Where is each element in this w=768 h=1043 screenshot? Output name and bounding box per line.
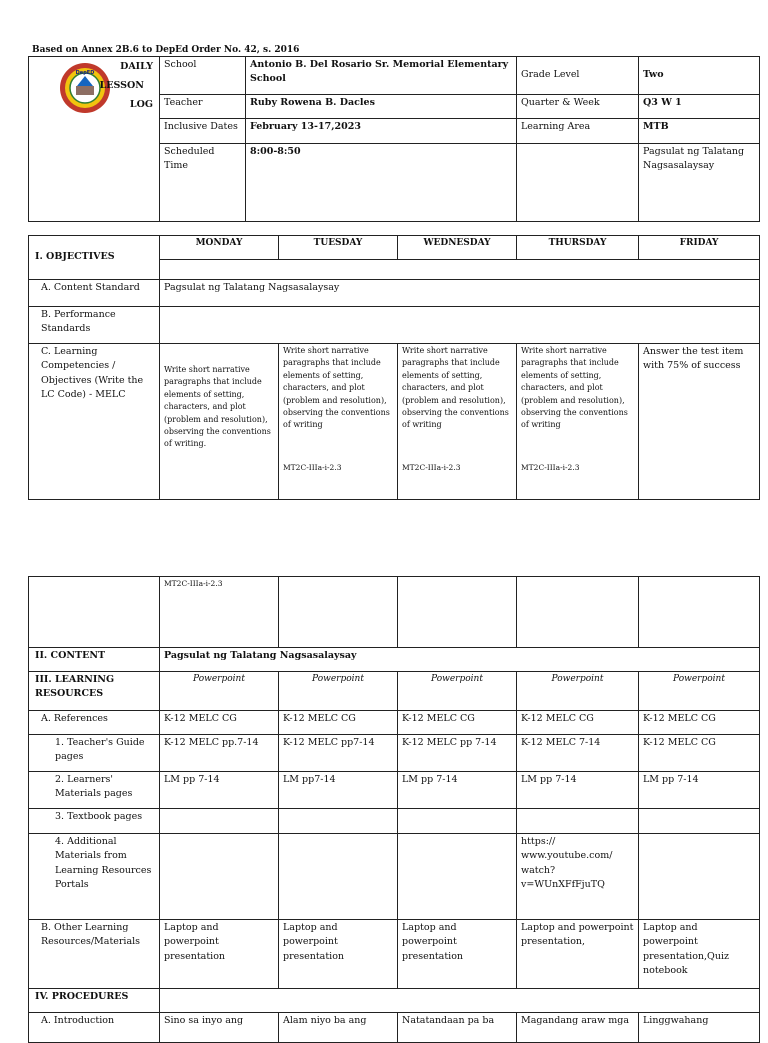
daily-lesson-log-title: DAILY LESSON LOG — [99, 61, 153, 110]
powerpoint-tuesday: Powerpoint — [279, 672, 398, 711]
day-header-monday: MONDAY — [160, 236, 279, 260]
day-header-tuesday: TUESDAY — [279, 236, 398, 260]
intro-monday: Sino sa inyo ang — [160, 1013, 279, 1043]
references-monday: K-12 MELC CG — [160, 711, 279, 735]
empty-cell — [398, 577, 517, 648]
topic-value: Pagsulat ng Talatang Nagsasalaysay — [639, 143, 760, 222]
teacher-value: Ruby Rowena B. Dacles — [246, 95, 517, 119]
competency-thursday: Write short narrative paragraphs that include elements of setting, characters, and plot (problem and resolution), observing the conventions of writing MT2C-IIIa-i-2.3 — [517, 344, 639, 500]
quarter-week-label: Quarter & Week — [517, 95, 639, 119]
empty-cell — [160, 809, 279, 834]
powerpoint-monday: Powerpoint — [160, 672, 279, 711]
teachers-guide-label: 1. Teacher's Guide pages — [29, 735, 160, 772]
lm-wednesday: LM pp 7-14 — [398, 772, 517, 809]
lc-code: MT2C-IIIa-i-2.3 — [160, 577, 279, 648]
lc-code: MT2C-IIIa-i-2.3 — [402, 462, 461, 472]
objectives-table — [28, 235, 760, 500]
objectives-section-title: I. OBJECTIVES — [29, 236, 160, 280]
svg-text:DepED: DepED — [75, 70, 95, 76]
empty-cell — [160, 834, 279, 920]
day-header-wednesday: WEDNESDAY — [398, 236, 517, 260]
procedures-section-title: IV. PROCEDURES — [29, 989, 160, 1013]
empty-cell — [160, 260, 760, 280]
other-wednesday: Laptop and powerpoint presentation — [398, 920, 517, 989]
references-wednesday: K-12 MELC CG — [398, 711, 517, 735]
lm-tuesday: LM pp7-14 — [279, 772, 398, 809]
day-header-thursday: THURSDAY — [517, 236, 639, 260]
empty-cell — [279, 577, 398, 648]
textbook-pages-label: 3. Textbook pages — [29, 809, 160, 834]
competency-monday: Write short narrative paragraphs that include elements of setting, characters, and plot (problem and resolution), observing the conventions of writing. — [160, 344, 279, 500]
content-value: Pagsulat ng Talatang Nagsasalaysay — [160, 648, 760, 672]
lm-friday: LM pp 7-14 — [639, 772, 760, 809]
empty-cell — [517, 143, 639, 222]
document-caption: Based on Annex 2B.6 to DepEd Order No. 42, s. 2016 — [32, 45, 300, 55]
empty-cell — [279, 809, 398, 834]
content-standard-value: Pagsulat ng Talatang Nagsasalaysay — [160, 280, 760, 307]
learning-resources-section-title: III. LEARNING RESOURCES — [29, 672, 160, 711]
day-header-friday: FRIDAY — [639, 236, 760, 260]
lm-thursday: LM pp 7-14 — [517, 772, 639, 809]
tg-friday: K-12 MELC CG — [639, 735, 760, 772]
references-thursday: K-12 MELC CG — [517, 711, 639, 735]
empty-cell — [639, 834, 760, 920]
logo-cell — [29, 57, 160, 222]
tg-wednesday: K-12 MELC pp 7-14 — [398, 735, 517, 772]
intro-tuesday: Alam niyo ba ang — [279, 1013, 398, 1043]
empty-cell — [639, 809, 760, 834]
references-tuesday: K-12 MELC CG — [279, 711, 398, 735]
resources-table — [28, 576, 760, 1043]
empty-cell — [639, 577, 760, 648]
powerpoint-thursday: Powerpoint — [517, 672, 639, 711]
header-table — [28, 56, 760, 222]
additional-materials-label: 4. Additional Materials from Learning Resources Portals — [29, 834, 160, 920]
lc-code: MT2C-IIIa-i-2.3 — [283, 462, 342, 472]
empty-cell — [29, 577, 160, 648]
empty-cell — [517, 809, 639, 834]
competencies-label: C. Learning Competencies / Objectives (Write the LC Code) - MELC — [29, 344, 160, 500]
empty-cell — [517, 577, 639, 648]
other-tuesday: Laptop and powerpoint presentation — [279, 920, 398, 989]
additional-materials-link[interactable]: https:// www.youtube.com/ watch? v=WUnXFfFjuTQ — [517, 834, 639, 920]
lc-code: MT2C-IIIa-i-2.3 — [521, 462, 580, 472]
empty-cell — [279, 834, 398, 920]
references-label: A. References — [29, 711, 160, 735]
competency-tuesday: Write short narrative paragraphs that include elements of setting, characters, and plot (problem and resolution), observing the conventions of writing MT2C-IIIa-i-2.3 — [279, 344, 398, 500]
other-monday: Laptop and powerpoint presentation — [160, 920, 279, 989]
teacher-label: Teacher — [160, 95, 246, 119]
scheduled-time-label: Scheduled Time — [160, 143, 246, 222]
empty-cell — [398, 809, 517, 834]
competency-friday: Answer the test item with 75% of success — [639, 344, 760, 500]
competency-wednesday: Write short narrative paragraphs that include elements of setting, characters, and plot (problem and resolution), observing the conventions of writing MT2C-IIIa-i-2.3 — [398, 344, 517, 500]
quarter-week-value: Q3 W 1 — [639, 95, 760, 119]
tg-monday: K-12 MELC pp.7-14 — [160, 735, 279, 772]
empty-cell — [160, 989, 760, 1013]
tg-thursday: K-12 MELC 7-14 — [517, 735, 639, 772]
school-value: Antonio B. Del Rosario Sr. Memorial Elementary School — [246, 57, 517, 95]
grade-level-label: Grade Level — [517, 57, 639, 95]
learning-area-value: MTB — [639, 119, 760, 143]
references-friday: K-12 MELC CG — [639, 711, 760, 735]
powerpoint-wednesday: Powerpoint — [398, 672, 517, 711]
introduction-label: A. Introduction — [29, 1013, 160, 1043]
other-friday: Laptop and powerpoint presentation,Quiz notebook — [639, 920, 760, 989]
inclusive-dates-value: February 13-17,2023 — [246, 119, 517, 143]
lm-monday: LM pp 7-14 — [160, 772, 279, 809]
empty-cell — [398, 834, 517, 920]
intro-friday: Linggwahang — [639, 1013, 760, 1043]
school-label: School — [160, 57, 246, 95]
learners-materials-label: 2. Learners' Materials pages — [29, 772, 160, 809]
performance-standards-value — [160, 307, 760, 344]
intro-thursday: Magandang araw mga — [517, 1013, 639, 1043]
content-standard-label: A. Content Standard — [29, 280, 160, 307]
powerpoint-friday: Powerpoint — [639, 672, 760, 711]
other-resources-label: B. Other Learning Resources/Materials — [29, 920, 160, 989]
grade-level-value: Two — [639, 57, 760, 95]
inclusive-dates-label: Inclusive Dates — [160, 119, 246, 143]
performance-standards-label: B. Performance Standards — [29, 307, 160, 344]
intro-wednesday: Natatandaan pa ba — [398, 1013, 517, 1043]
tg-tuesday: K-12 MELC pp7-14 — [279, 735, 398, 772]
learning-area-label: Learning Area — [517, 119, 639, 143]
other-thursday: Laptop and powerpoint presentation, — [517, 920, 639, 989]
content-section-title: II. CONTENT — [29, 648, 160, 672]
scheduled-time-value: 8:00-8:50 — [246, 143, 517, 222]
